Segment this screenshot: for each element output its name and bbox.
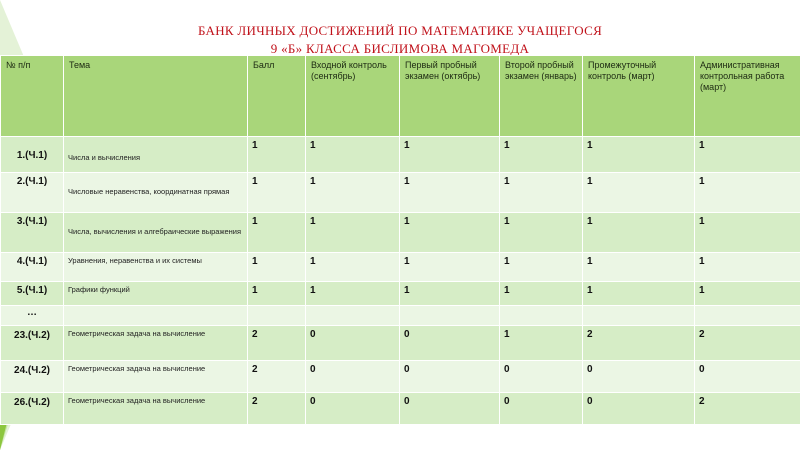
cell-first-exam: 0	[400, 361, 500, 393]
cell-score: 1	[248, 253, 306, 282]
cell-admin-test: 2	[695, 393, 800, 425]
cell-entry-control: 0	[306, 393, 400, 425]
cell-second-exam: 1	[500, 173, 583, 213]
cell-first-exam: 0	[400, 326, 500, 361]
row-number: 23.(Ч.2)	[1, 326, 64, 361]
cell-interim-control: 1	[583, 282, 695, 306]
row-number: 24.(Ч.2)	[1, 361, 64, 393]
cell-admin-test	[695, 306, 800, 326]
cell-first-exam: 1	[400, 173, 500, 213]
header-admin-test: Административная контрольная работа (март)	[695, 56, 800, 137]
header-second-exam: Второй пробный экзамен (январь)	[500, 56, 583, 137]
cell-entry-control: 1	[306, 137, 400, 173]
row-topic: Числа и вычисления	[64, 137, 248, 173]
row-topic: Графики функций	[64, 282, 248, 306]
cell-score: 1	[248, 137, 306, 173]
cell-score: 2	[248, 393, 306, 425]
cell-interim-control: 1	[583, 173, 695, 213]
cell-admin-test: 2	[695, 326, 800, 361]
cell-admin-test: 1	[695, 282, 800, 306]
row-ellipsis: …	[1, 306, 64, 326]
cell-admin-test: 1	[695, 213, 800, 253]
cell-second-exam: 0	[500, 393, 583, 425]
row-topic: Геометрическая задача на вычисление	[64, 326, 248, 361]
cell-interim-control: 1	[583, 213, 695, 253]
cell-score: 2	[248, 326, 306, 361]
header-entry-control: Входной контроль (сентябрь)	[306, 56, 400, 137]
cell-second-exam: 1	[500, 282, 583, 306]
cell-admin-test: 1	[695, 173, 800, 213]
cell-admin-test: 1	[695, 253, 800, 282]
header-score: Балл	[248, 56, 306, 137]
header-topic: Тема	[64, 56, 248, 137]
row-topic: Геометрическая задача на вычисление	[64, 361, 248, 393]
header-interim-control: Промежуточный контроль (март)	[583, 56, 695, 137]
cell-score: 1	[248, 173, 306, 213]
cell-first-exam: 1	[400, 137, 500, 173]
cell-entry-control: 1	[306, 253, 400, 282]
cell-entry-control: 0	[306, 361, 400, 393]
header-row	[1, 56, 800, 137]
cell-entry-control: 0	[306, 326, 400, 361]
row-topic: Геометрическая задача на вычисление	[64, 393, 248, 425]
row-number: 3.(Ч.1)	[1, 213, 64, 253]
cell-second-exam: 0	[500, 361, 583, 393]
table-row	[1, 326, 800, 361]
cell-entry-control: 1	[306, 282, 400, 306]
table-row	[1, 306, 800, 326]
cell-first-exam: 1	[400, 253, 500, 282]
header-number: № п/п	[1, 56, 64, 137]
table-row	[1, 137, 800, 173]
cell-second-exam: 1	[500, 137, 583, 173]
table-row	[1, 213, 800, 253]
cell-entry-control	[306, 306, 400, 326]
page-title	[0, 22, 800, 58]
row-number: 5.(Ч.1)	[1, 282, 64, 306]
table-row	[1, 173, 800, 213]
cell-second-exam: 1	[500, 213, 583, 253]
cell-admin-test: 0	[695, 361, 800, 393]
cell-score: 2	[248, 361, 306, 393]
row-topic: Числовые неравенства, координатная прямая	[64, 173, 248, 213]
row-number: 1.(Ч.1)	[1, 137, 64, 173]
cell-second-exam	[500, 306, 583, 326]
row-number: 2.(Ч.1)	[1, 173, 64, 213]
cell-first-exam: 1	[400, 282, 500, 306]
cell-first-exam: 1	[400, 213, 500, 253]
cell-score: 1	[248, 213, 306, 253]
table-body	[1, 137, 800, 425]
title-line-1: БАНК ЛИЧНЫХ ДОСТИЖЕНИЙ ПО МАТЕМАТИКЕ УЧАЩЕГОСЯ	[197, 23, 603, 38]
table-row	[1, 361, 800, 393]
table-row	[1, 253, 800, 282]
table-row	[1, 282, 800, 306]
cell-first-exam: 0	[400, 393, 500, 425]
row-topic: Уравнения, неравенства и их системы	[64, 253, 248, 282]
cell-interim-control: 1	[583, 253, 695, 282]
cell-interim-control: 0	[583, 393, 695, 425]
row-number: 4.(Ч.1)	[1, 253, 64, 282]
cell-entry-control: 1	[306, 173, 400, 213]
row-number: 26.(Ч.2)	[1, 393, 64, 425]
row-topic: Числа, вычисления и алгебраические выражения	[64, 213, 248, 253]
cell-entry-control: 1	[306, 213, 400, 253]
header-first-exam: Первый пробный экзамен (октябрь)	[400, 56, 500, 137]
table-row	[1, 393, 800, 425]
cell-score: 1	[248, 282, 306, 306]
row-topic	[64, 306, 248, 326]
cell-second-exam: 1	[500, 326, 583, 361]
cell-interim-control: 2	[583, 326, 695, 361]
cell-interim-control	[583, 306, 695, 326]
achievements-table	[0, 55, 800, 425]
cell-interim-control: 0	[583, 361, 695, 393]
cell-score	[248, 306, 306, 326]
title-line-2: 9 «Б» КЛАССА БИСЛИМОВА МАГОМЕДА	[270, 41, 530, 56]
cell-interim-control: 1	[583, 137, 695, 173]
cell-first-exam	[400, 306, 500, 326]
cell-admin-test: 1	[695, 137, 800, 173]
cell-second-exam: 1	[500, 253, 583, 282]
